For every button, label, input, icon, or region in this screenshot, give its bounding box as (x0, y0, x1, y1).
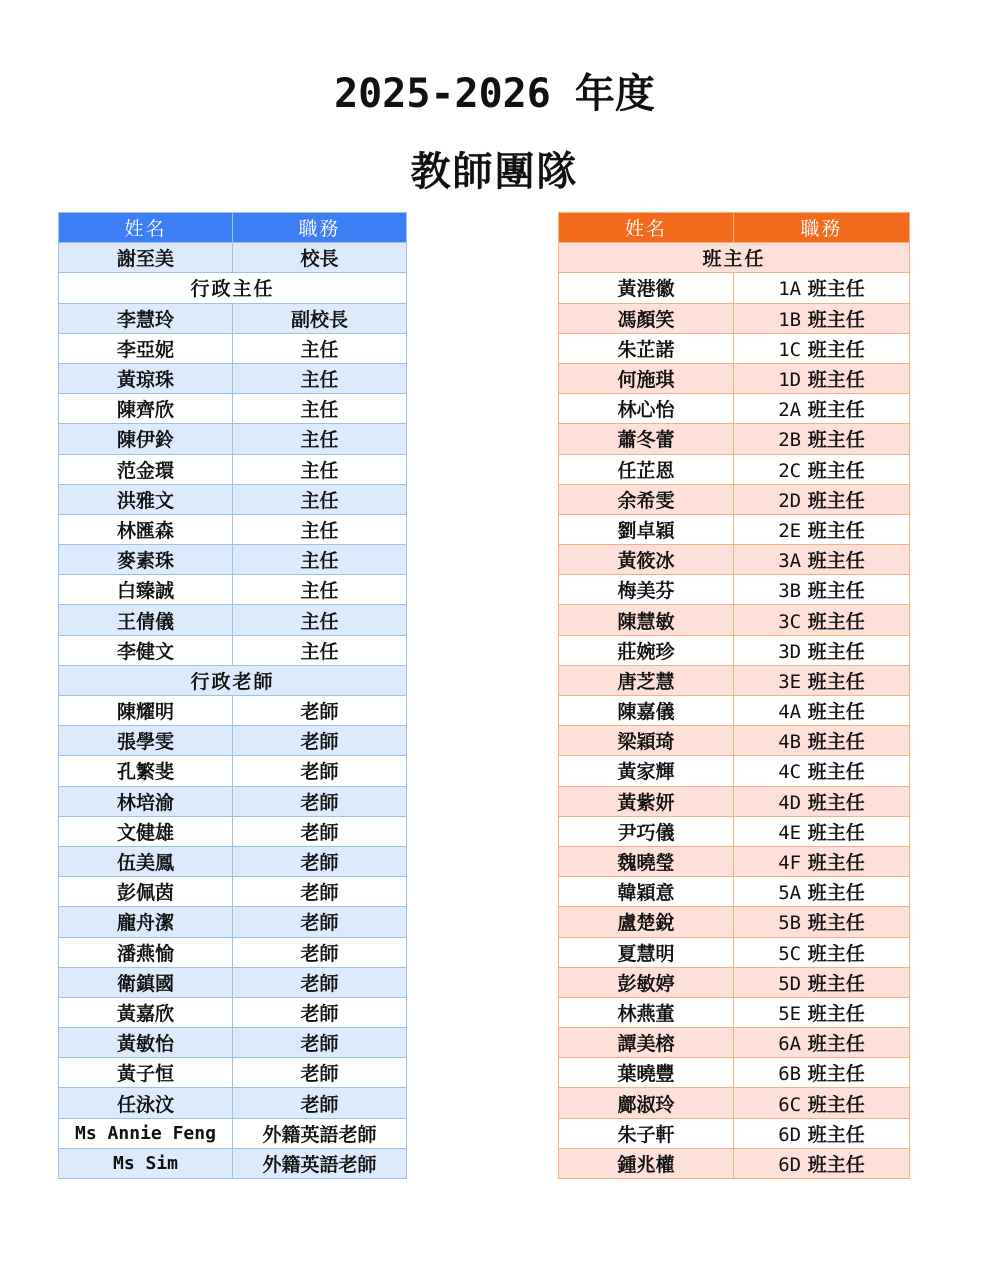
teacher-name: 任芷恩 (559, 454, 734, 484)
role-suffix: 班主任 (807, 1153, 865, 1176)
table-row (559, 756, 910, 786)
teacher-role (734, 273, 910, 303)
teacher-role (734, 635, 910, 665)
staff-name: Ms Annie Feng (59, 1118, 233, 1148)
staff-name: 林培渝 (59, 786, 233, 816)
staff-name: 王倩儀 (59, 605, 233, 635)
role-suffix: 班主任 (807, 852, 865, 875)
class-code: 3E (778, 670, 802, 693)
section-label: 行政老師 (59, 665, 407, 695)
class-code: 5E (778, 1002, 802, 1025)
teacher-name: 葉曉豐 (559, 1058, 734, 1088)
section-label: 行政主任 (59, 273, 407, 303)
teacher-role (734, 696, 910, 726)
staff-name: 潘燕愉 (59, 937, 233, 967)
role-suffix: 班主任 (807, 399, 865, 422)
teacher-name: 朱子軒 (559, 1118, 734, 1148)
class-code: 3A (778, 550, 802, 573)
teacher-name: 林燕董 (559, 997, 734, 1027)
table-row (559, 545, 910, 575)
teacher-name: 黃家輝 (559, 756, 734, 786)
staff-role: 主任 (233, 545, 407, 575)
class-code: 3C (778, 610, 802, 633)
role-suffix: 班主任 (807, 761, 865, 784)
staff-name: 張學雯 (59, 726, 233, 756)
teacher-role (734, 605, 910, 635)
table-row (559, 394, 910, 424)
table-row (559, 696, 910, 726)
staff-role: 老師 (233, 816, 407, 846)
teacher-name: 余希雯 (559, 484, 734, 514)
table-row (59, 545, 407, 575)
staff-role: 主任 (233, 394, 407, 424)
teacher-name: 朱芷諾 (559, 333, 734, 363)
class-code: 2C (778, 459, 802, 482)
teacher-name: 馮顏笑 (559, 303, 734, 333)
staff-name: 黃子恒 (59, 1058, 233, 1088)
staff-name: Ms Sim (59, 1148, 233, 1178)
table-row (59, 635, 407, 665)
table-row (559, 1118, 910, 1148)
table-row (59, 303, 407, 333)
table-row (59, 484, 407, 514)
table-row (59, 756, 407, 786)
teacher-role (734, 363, 910, 393)
role-suffix: 班主任 (807, 278, 865, 301)
table-row (559, 605, 910, 635)
role-suffix: 班主任 (807, 1093, 865, 1116)
header-name: 姓名 (59, 213, 233, 243)
teacher-role (734, 997, 910, 1027)
table-row (59, 696, 407, 726)
table-row (559, 816, 910, 846)
teacher-role (734, 1058, 910, 1088)
teacher-role (734, 967, 910, 997)
table-row (559, 575, 910, 605)
class-code: 1D (778, 369, 802, 392)
role-suffix: 班主任 (807, 972, 865, 995)
role-suffix: 班主任 (807, 1002, 865, 1025)
section-row (59, 273, 407, 303)
table-row (59, 1028, 407, 1058)
table-row (559, 1088, 910, 1118)
table-row (559, 484, 910, 514)
staff-role: 外籍英語老師 (233, 1118, 407, 1148)
teacher-role (734, 394, 910, 424)
staff-name: 孔繁斐 (59, 756, 233, 786)
role-suffix: 班主任 (807, 882, 865, 905)
class-code: 2E (778, 519, 802, 542)
staff-role: 老師 (233, 877, 407, 907)
table-row (59, 877, 407, 907)
role-suffix: 班主任 (807, 338, 865, 361)
class-code: 1B (778, 308, 802, 331)
table-row (59, 997, 407, 1027)
teacher-role (734, 726, 910, 756)
table-row (559, 967, 910, 997)
staff-name: 麥素珠 (59, 545, 233, 575)
teacher-role (734, 816, 910, 846)
page-title: 2025-2026 年度 (334, 71, 655, 117)
teacher-role (734, 665, 910, 695)
table-row (559, 333, 910, 363)
staff-role: 主任 (233, 484, 407, 514)
staff-role: 主任 (233, 605, 407, 635)
staff-role: 老師 (233, 1058, 407, 1088)
teacher-role (734, 1088, 910, 1118)
section-row (559, 243, 910, 273)
role-suffix: 班主任 (807, 912, 865, 935)
admin-staff-table (58, 212, 407, 1179)
staff-name: 任泳汶 (59, 1088, 233, 1118)
class-code: 4A (778, 701, 802, 724)
table-row (559, 665, 910, 695)
class-code: 1A (778, 278, 802, 301)
class-code: 4F (778, 852, 802, 875)
table-row (59, 1088, 407, 1118)
teacher-name: 盧楚銳 (559, 907, 734, 937)
table-row (59, 846, 407, 876)
role-suffix: 班主任 (807, 1033, 865, 1056)
class-code: 4E (778, 821, 802, 844)
staff-role: 老師 (233, 726, 407, 756)
role-suffix: 班主任 (807, 821, 865, 844)
staff-role: 主任 (233, 575, 407, 605)
table-row (59, 243, 407, 273)
staff-role: 老師 (233, 1028, 407, 1058)
teacher-role (734, 1028, 910, 1058)
table-row (59, 424, 407, 454)
staff-role: 老師 (233, 786, 407, 816)
role-suffix: 班主任 (807, 580, 865, 603)
staff-role: 老師 (233, 997, 407, 1027)
section-row (59, 665, 407, 695)
table-row (559, 726, 910, 756)
teacher-name: 唐芝慧 (559, 665, 734, 695)
table-row (59, 726, 407, 756)
teacher-role (734, 424, 910, 454)
staff-role: 老師 (233, 967, 407, 997)
staff-role: 老師 (233, 1088, 407, 1118)
teacher-role (734, 575, 910, 605)
role-suffix: 班主任 (807, 1123, 865, 1146)
staff-name: 黃敏怡 (59, 1028, 233, 1058)
staff-name: 伍美鳳 (59, 846, 233, 876)
role-suffix: 班主任 (807, 610, 865, 633)
teacher-name: 劉卓穎 (559, 514, 734, 544)
table-row (59, 907, 407, 937)
teacher-role (734, 846, 910, 876)
table-row (559, 1058, 910, 1088)
teacher-role (734, 514, 910, 544)
teacher-name: 陳慧敏 (559, 605, 734, 635)
class-code: 2D (778, 489, 802, 512)
table-row (59, 394, 407, 424)
teacher-name: 黃筱冰 (559, 545, 734, 575)
table-row (559, 424, 910, 454)
role-suffix: 班主任 (807, 489, 865, 512)
staff-name: 謝至美 (59, 243, 233, 273)
table-row (559, 786, 910, 816)
table-row (59, 937, 407, 967)
role-suffix: 班主任 (807, 308, 865, 331)
staff-name: 黃琼珠 (59, 363, 233, 393)
role-suffix: 班主任 (807, 459, 865, 482)
staff-role: 主任 (233, 514, 407, 544)
table-row (59, 363, 407, 393)
table-row (559, 907, 910, 937)
staff-name: 龐舟潔 (59, 907, 233, 937)
role-suffix: 班主任 (807, 519, 865, 542)
table-row (59, 454, 407, 484)
table-row (559, 454, 910, 484)
teacher-role (734, 1148, 910, 1178)
role-suffix: 班主任 (807, 1063, 865, 1086)
table-row (59, 605, 407, 635)
role-suffix: 班主任 (807, 640, 865, 663)
staff-name: 李健文 (59, 635, 233, 665)
page-subtitle: 教師團隊 (410, 148, 579, 195)
table-row (59, 1118, 407, 1148)
role-suffix: 班主任 (807, 550, 865, 573)
staff-role: 外籍英語老師 (233, 1148, 407, 1178)
staff-role: 主任 (233, 454, 407, 484)
header-role: 職務 (734, 213, 910, 243)
table-row (559, 846, 910, 876)
staff-role: 老師 (233, 696, 407, 726)
class-code: 2B (778, 429, 802, 452)
table-row (59, 786, 407, 816)
class-code: 6B (778, 1063, 802, 1086)
table-row (559, 997, 910, 1027)
class-teacher-table (558, 212, 910, 1179)
teacher-role (734, 333, 910, 363)
teacher-role (734, 1118, 910, 1148)
class-code: 4D (778, 791, 802, 814)
teacher-role (734, 877, 910, 907)
class-code: 4C (778, 761, 802, 784)
teacher-name: 韓穎意 (559, 877, 734, 907)
staff-name: 陳伊鈴 (59, 424, 233, 454)
teacher-name: 梅美芬 (559, 575, 734, 605)
staff-name: 李慧玲 (59, 303, 233, 333)
table-row (559, 514, 910, 544)
staff-role: 老師 (233, 756, 407, 786)
table-row (559, 363, 910, 393)
staff-name: 李亞妮 (59, 333, 233, 363)
teacher-name: 梁穎琦 (559, 726, 734, 756)
section-label: 班主任 (559, 243, 910, 273)
teacher-name: 陳嘉儀 (559, 696, 734, 726)
teacher-name: 鄺淑玲 (559, 1088, 734, 1118)
staff-role: 老師 (233, 846, 407, 876)
staff-name: 范金環 (59, 454, 233, 484)
role-suffix: 班主任 (807, 701, 865, 724)
teacher-role (734, 303, 910, 333)
table-row (559, 877, 910, 907)
table-row (59, 816, 407, 846)
staff-name: 黃嘉欣 (59, 997, 233, 1027)
staff-role: 主任 (233, 635, 407, 665)
class-code: 6C (778, 1093, 802, 1116)
staff-name: 洪雅文 (59, 484, 233, 514)
role-suffix: 班主任 (807, 731, 865, 754)
table-row (559, 1028, 910, 1058)
teacher-name: 彭敏婷 (559, 967, 734, 997)
staff-role: 主任 (233, 424, 407, 454)
header-name: 姓名 (559, 213, 734, 243)
teacher-name: 譚美榕 (559, 1028, 734, 1058)
teacher-name: 黃紫妍 (559, 786, 734, 816)
class-code: 5D (778, 972, 802, 995)
staff-role: 主任 (233, 333, 407, 363)
staff-role: 校長 (233, 243, 407, 273)
class-code: 5A (778, 882, 802, 905)
class-code: 5B (778, 912, 802, 935)
staff-name: 文健雄 (59, 816, 233, 846)
table-row (59, 333, 407, 363)
table-row (559, 937, 910, 967)
class-code: 2A (778, 399, 802, 422)
class-code: 6A (778, 1033, 802, 1056)
class-code: 5C (778, 942, 802, 965)
role-suffix: 班主任 (807, 670, 865, 693)
teacher-name: 蕭冬蕾 (559, 424, 734, 454)
table-row (59, 575, 407, 605)
teacher-role (734, 937, 910, 967)
teacher-name: 尹巧儀 (559, 816, 734, 846)
role-suffix: 班主任 (807, 791, 865, 814)
teacher-name: 林心怡 (559, 394, 734, 424)
staff-role: 老師 (233, 907, 407, 937)
staff-name: 陳齊欣 (59, 394, 233, 424)
staff-name: 林匯森 (59, 514, 233, 544)
staff-name: 衛鎮國 (59, 967, 233, 997)
class-code: 3D (778, 640, 802, 663)
teacher-name: 何施琪 (559, 363, 734, 393)
class-code: 4B (778, 731, 802, 754)
class-code: 6D (778, 1123, 802, 1146)
staff-name: 白臻誠 (59, 575, 233, 605)
staff-role: 副校長 (233, 303, 407, 333)
table-row (559, 303, 910, 333)
table-row (59, 1058, 407, 1088)
teacher-role (734, 907, 910, 937)
table-header-row (559, 213, 910, 243)
teacher-name: 黃港徽 (559, 273, 734, 303)
staff-role: 老師 (233, 937, 407, 967)
teacher-role (734, 786, 910, 816)
role-suffix: 班主任 (807, 429, 865, 452)
teacher-name: 莊婉珍 (559, 635, 734, 665)
table-row (59, 1148, 407, 1178)
table-header-row (59, 213, 407, 243)
class-code: 1C (778, 338, 802, 361)
teacher-name: 魏曉瑩 (559, 846, 734, 876)
table-row (559, 273, 910, 303)
teacher-role (734, 454, 910, 484)
header-role: 職務 (233, 213, 407, 243)
staff-name: 彭佩茵 (59, 877, 233, 907)
staff-role: 主任 (233, 363, 407, 393)
table-row (59, 514, 407, 544)
role-suffix: 班主任 (807, 942, 865, 965)
table-row (559, 635, 910, 665)
role-suffix: 班主任 (807, 369, 865, 392)
table-row (559, 1148, 910, 1178)
teacher-role (734, 484, 910, 514)
teacher-name: 鍾兆權 (559, 1148, 734, 1178)
class-code: 6D (778, 1153, 802, 1176)
teacher-role (734, 756, 910, 786)
teacher-name: 夏慧明 (559, 937, 734, 967)
staff-name: 陳耀明 (59, 696, 233, 726)
table-row (59, 967, 407, 997)
teacher-role (734, 545, 910, 575)
class-code: 3B (778, 580, 802, 603)
